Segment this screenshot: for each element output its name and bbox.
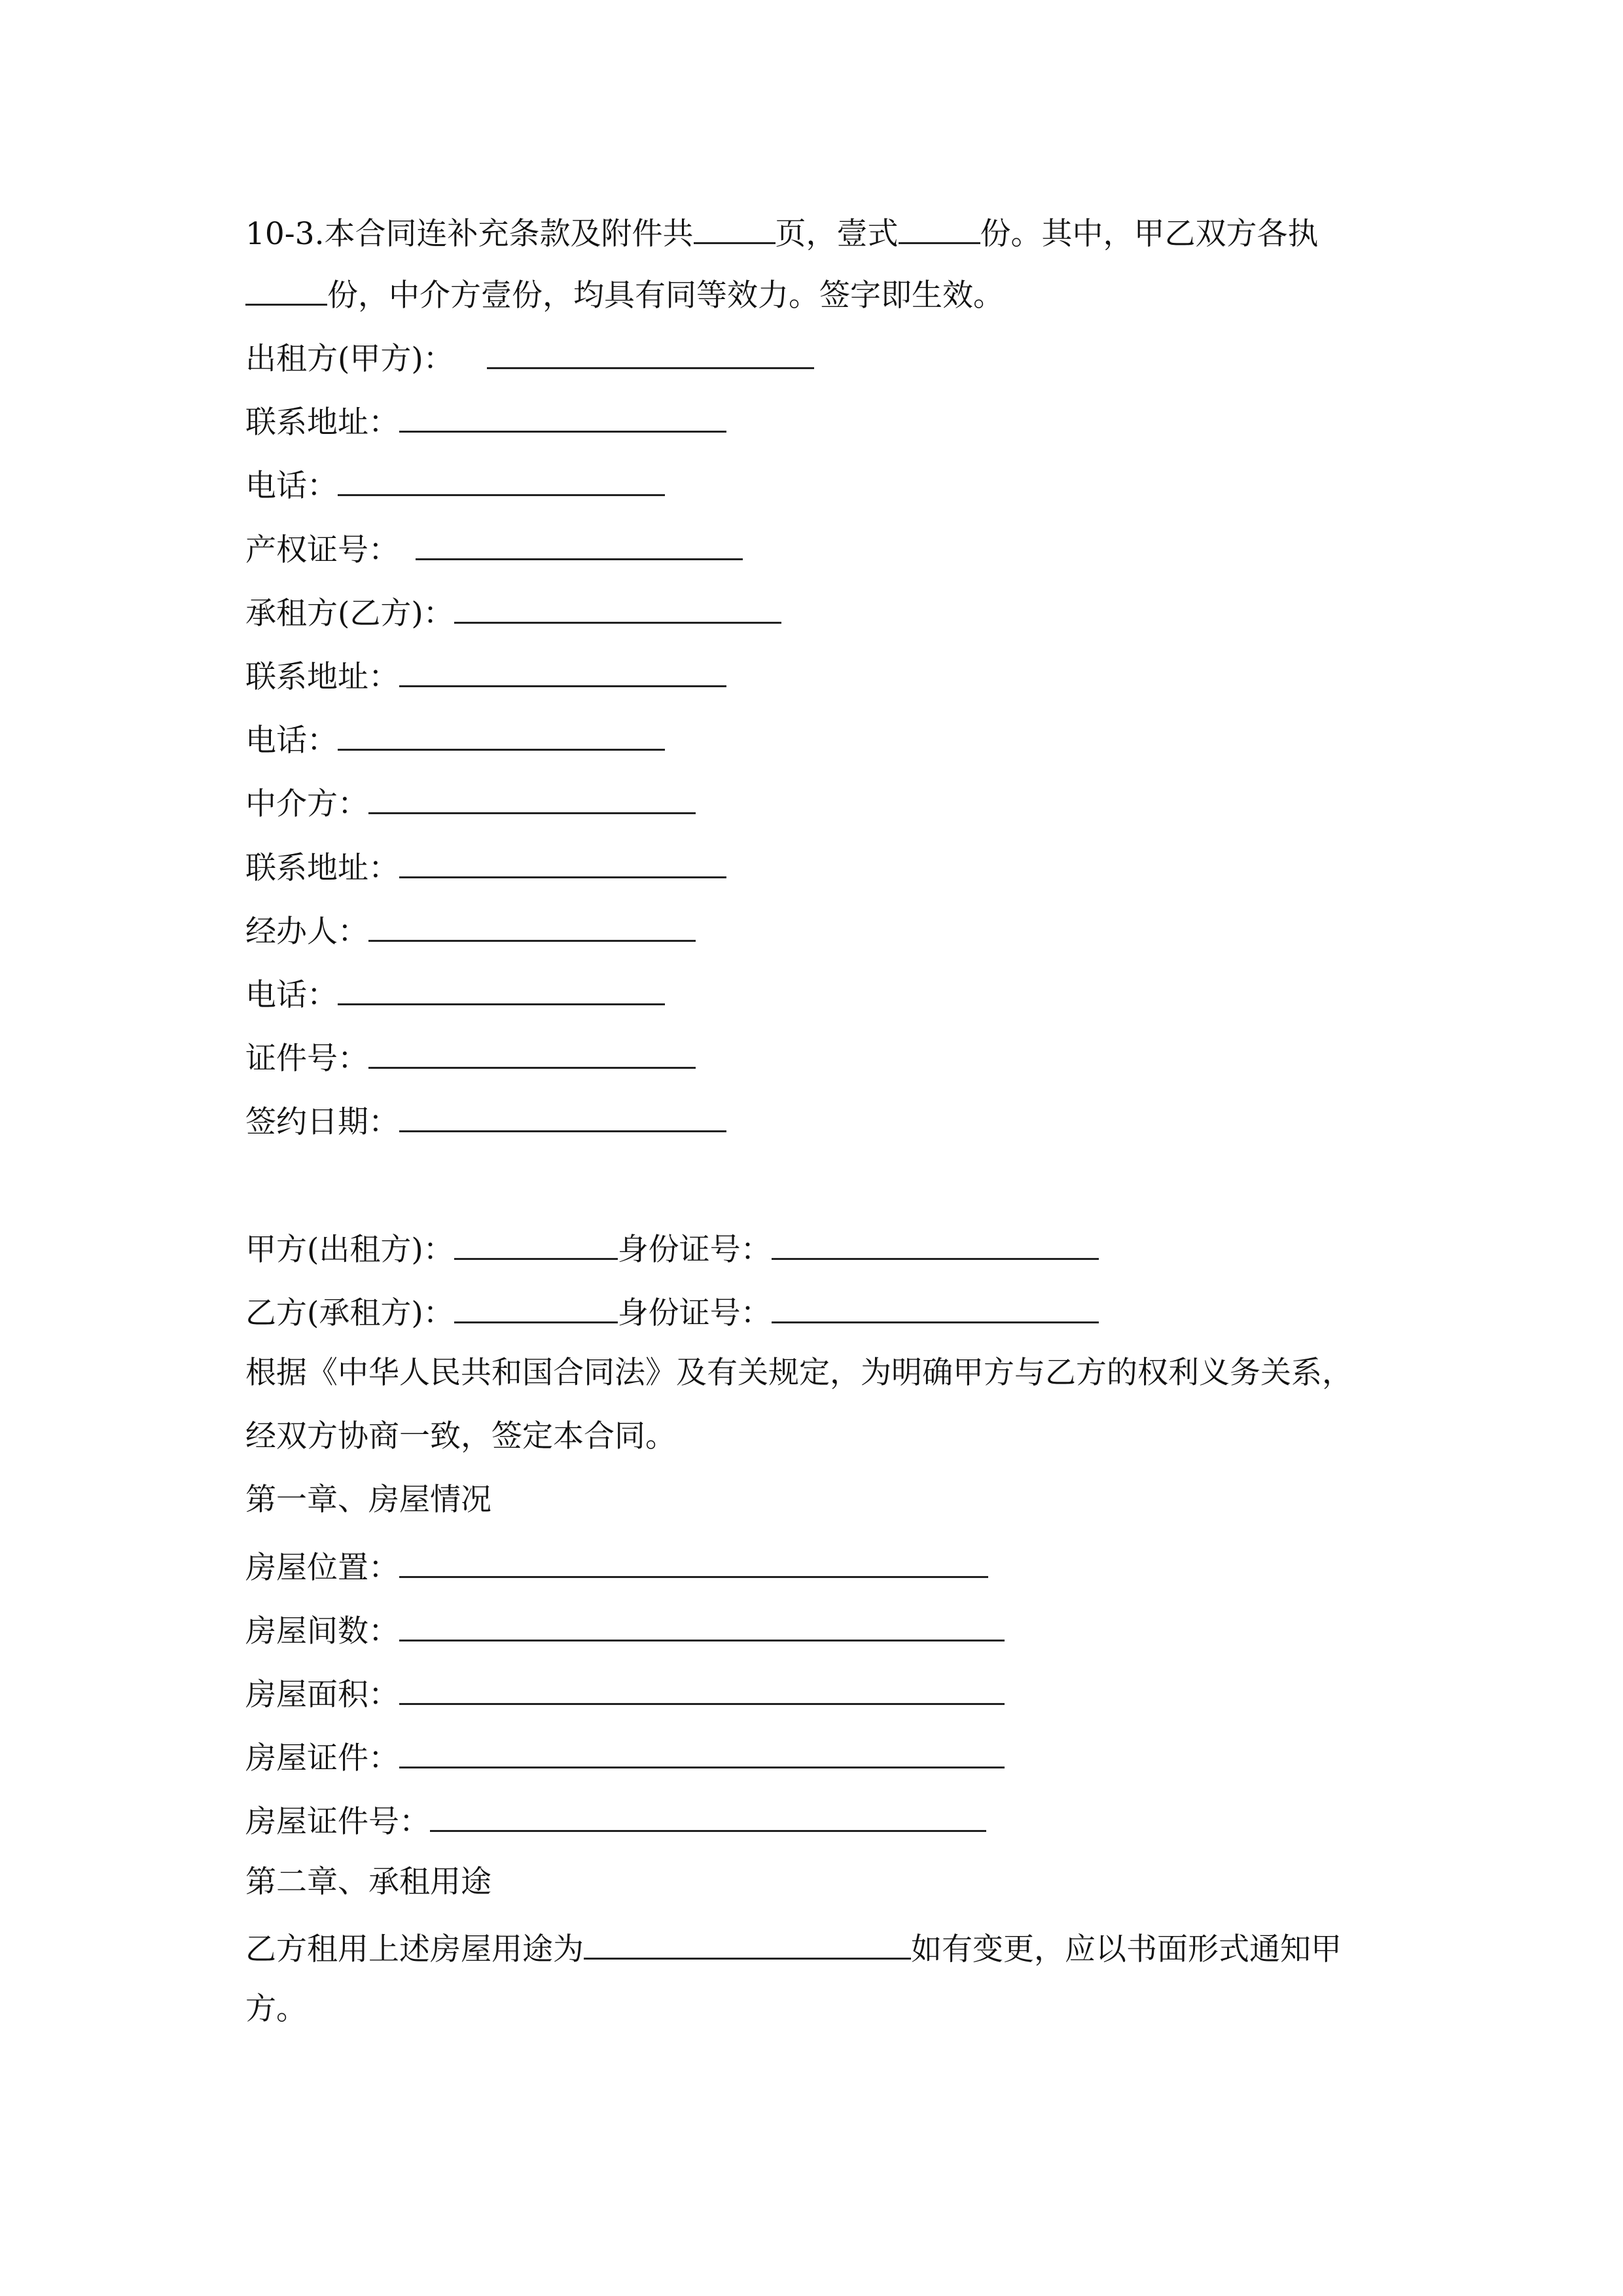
party-a-id-blank[interactable] — [772, 1220, 1099, 1260]
agent-address-row — [245, 838, 726, 891]
lessee-phone-row — [245, 711, 665, 763]
deed-number-blank[interactable] — [416, 520, 743, 560]
clause-10-3-line-2 — [245, 266, 1004, 318]
lessee-address-row — [245, 647, 726, 700]
agent-phone-blank[interactable] — [338, 965, 665, 1005]
usage-blank[interactable] — [584, 1920, 911, 1960]
party-b-row — [245, 1283, 1099, 1336]
house-area-row — [245, 1665, 1005, 1717]
handler-blank[interactable] — [368, 902, 696, 942]
house-certificate-label: 房屋证件： — [245, 1740, 399, 1776]
lessee-row — [245, 584, 781, 636]
lessor-phone-row — [245, 456, 665, 509]
preamble-line-2: 经双方协商一致，签定本合同。 — [245, 1418, 676, 1454]
party-b-id-blank[interactable] — [772, 1283, 1099, 1323]
usage-text-b: 如有变更，应以书面形式通知甲 — [911, 1931, 1342, 1967]
agent-label: 中介方： — [245, 786, 368, 822]
preamble-line-1: 根据《中华人民共和国合同法》及有关规定，为明确甲方与乙方的权利义务关系， — [245, 1355, 1353, 1391]
clause-10-3-text-d: 份，中介方壹份，均具有同等效力。签字即生效。 — [327, 278, 1004, 314]
each-party-copies-blank[interactable] — [245, 266, 327, 306]
house-certificate-row — [245, 1729, 1005, 1781]
agent-phone-row — [245, 965, 665, 1018]
agent-row — [245, 774, 696, 827]
house-area-blank[interactable] — [399, 1665, 1005, 1705]
lessee-address-blank[interactable] — [399, 647, 726, 687]
agent-address-label: 联系地址： — [245, 850, 399, 886]
house-certificate-no-row — [245, 1792, 986, 1844]
lessor-row — [245, 329, 814, 382]
house-location-blank[interactable] — [399, 1538, 988, 1578]
clause-10-3-line-1 — [245, 204, 1319, 257]
lessee-address-label: 联系地址： — [245, 659, 399, 695]
house-location-label: 房屋位置： — [245, 1550, 399, 1586]
house-rooms-blank[interactable] — [399, 1602, 1005, 1641]
house-rooms-row — [245, 1602, 1005, 1654]
party-b-id-label: 身份证号： — [617, 1295, 772, 1331]
lessee-phone-label: 电话： — [245, 723, 338, 759]
party-b-name-blank[interactable] — [454, 1283, 618, 1323]
usage-text-a: 乙方租用上述房屋用途为 — [245, 1931, 584, 1967]
chapter-2-title: 第二章、承租用途 — [245, 1864, 491, 1900]
party-a-label: 甲方(出租方)： — [245, 1232, 454, 1268]
lessor-address-row — [245, 393, 726, 445]
party-a-id-label: 身份证号： — [617, 1232, 772, 1268]
certificate-id-row — [245, 1029, 696, 1081]
chapter-1-title: 第一章、房屋情况 — [245, 1482, 491, 1518]
lessee-label: 承租方(乙方)： — [245, 596, 454, 632]
house-certificate-blank[interactable] — [399, 1729, 1005, 1768]
usage-row — [245, 1920, 1342, 1972]
signing-date-row — [245, 1092, 726, 1145]
lessee-name-blank[interactable] — [454, 584, 781, 624]
house-certificate-no-blank[interactable] — [430, 1792, 986, 1832]
lessor-phone-blank[interactable] — [338, 456, 665, 496]
agent-name-blank[interactable] — [368, 774, 696, 814]
deed-number-label: 产权证号： — [245, 532, 399, 568]
house-area-label: 房屋面积： — [245, 1677, 399, 1713]
copies-count-blank[interactable] — [899, 204, 980, 244]
certificate-id-label: 证件号： — [245, 1041, 368, 1077]
party-a-row — [245, 1220, 1099, 1272]
lessor-label: 出租方(甲方)： — [245, 341, 454, 377]
signing-date-label: 签约日期： — [245, 1104, 399, 1140]
house-location-row — [245, 1538, 988, 1590]
house-certificate-no-label: 房屋证件号： — [245, 1804, 430, 1840]
deed-number-row — [245, 520, 743, 573]
lessee-phone-blank[interactable] — [338, 711, 665, 751]
agent-address-blank[interactable] — [399, 838, 726, 878]
certificate-id-blank[interactable] — [368, 1029, 696, 1069]
signing-date-blank[interactable] — [399, 1092, 726, 1132]
lessor-address-blank[interactable] — [399, 393, 726, 433]
clause-10-3-text-a: 10-3.本合同连补充条款及附件共 — [245, 216, 694, 252]
clause-10-3-text-c: 份。其中，甲乙双方各执 — [980, 216, 1319, 252]
party-a-name-blank[interactable] — [454, 1220, 618, 1260]
usage-row-2: 方。 — [245, 1991, 307, 2027]
agent-phone-label: 电话： — [245, 977, 338, 1013]
party-b-label: 乙方(承租方)： — [245, 1295, 454, 1331]
handler-label: 经办人： — [245, 914, 368, 950]
lessor-address-label: 联系地址： — [245, 404, 399, 440]
clause-10-3-text-b: 页，壹式 — [775, 216, 899, 252]
pages-count-blank[interactable] — [694, 204, 776, 244]
house-rooms-label: 房屋间数： — [245, 1613, 399, 1649]
handler-row — [245, 902, 696, 954]
lessor-phone-label: 电话： — [245, 468, 338, 504]
lessor-name-blank[interactable] — [487, 329, 814, 369]
